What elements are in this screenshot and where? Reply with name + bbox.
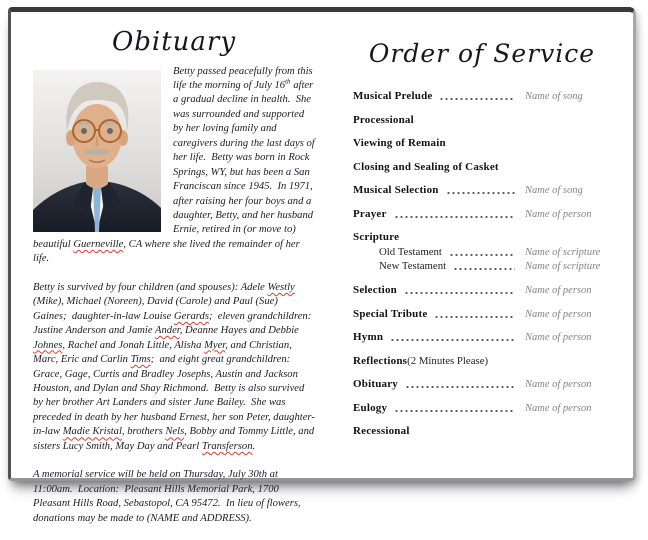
service-item-value: Name of person (525, 308, 592, 320)
text-segment: A memorial service will be held on Thursday, July 30th at 11:00am. Location: Pleasant Hills Memorial Park, 1700 Pleasant Hills Road, Sebastopol, CA 95472. In lieu of flowers, donations may be made to (NAME and ADDRESS). (33, 469, 301, 524)
text-segment: , Rachel and Jonah Little, Alisha (62, 339, 205, 351)
order-of-service-panel (353, 38, 611, 449)
text-segment: , brothers (121, 426, 166, 438)
dotted-leader (446, 191, 515, 195)
service-row-selection (353, 284, 611, 297)
text-segment: Betty is survived by four children (and spouses): Adele (33, 281, 268, 293)
text-segment: Betty passed peacefully from this life the morning of July 16 (173, 65, 313, 91)
service-item-label: Special Tribute (353, 307, 428, 320)
obituary-panel (33, 26, 315, 540)
dotted-leader (439, 97, 515, 101)
service-item-label: Processional (353, 113, 414, 126)
service-item-value: Name of song (525, 185, 583, 197)
dotted-leader (394, 409, 515, 413)
service-item-label: Prayer (353, 207, 387, 220)
service-item-label: Closing and Sealing of Casket (353, 160, 499, 173)
service-row-processional (353, 114, 611, 127)
text-segment: , Deanne Hayes and Debbie (179, 325, 299, 337)
dotted-leader (404, 291, 515, 295)
service-item-label: Hymn (353, 331, 384, 344)
misspelled-word: Westly (267, 281, 295, 293)
service-row-hymn (353, 331, 611, 344)
service-item-label: Musical Prelude (353, 90, 433, 103)
elderly-man-portrait-icon (33, 70, 161, 232)
portrait-photo (33, 70, 161, 232)
dotted-leader (390, 338, 515, 342)
service-item-value: Name of person (525, 379, 592, 391)
misspelled-word: Madie Kristal (62, 426, 122, 438)
misspelled-word: Ander (155, 325, 180, 337)
obituary-heading: Obituary (111, 27, 237, 57)
service-row-musical-prelude (353, 90, 611, 103)
service-item-value: Name of person (525, 332, 592, 344)
text-segment: , and Christian, Marc, Eric and Carlin (33, 339, 292, 366)
misspelled-word: Guerneville (73, 238, 124, 250)
service-row-musical-selection (353, 184, 611, 197)
service-row-scripture (353, 231, 611, 244)
service-item-label: Eulogy (353, 401, 388, 414)
misspelled-word: Myer (204, 339, 226, 351)
service-subrow-old-testament (353, 246, 611, 259)
service-row-recessional (353, 425, 611, 438)
text-segment: , CA where she lived the remainder of her life. (33, 238, 300, 265)
text-segment: , Bobby and Tommy Little, and sisters Lucy Smith, May Day and Pearl (33, 426, 315, 452)
order-of-service-heading: Order of Service (368, 39, 596, 68)
service-subrow-new-testament (353, 260, 611, 273)
service-item-value: Name of person (525, 285, 592, 297)
service-item-value: Name of scripture (525, 261, 601, 273)
misspelled-word: Tims (130, 354, 151, 366)
service-row-closing-and-sealing (353, 161, 611, 174)
text-segment: ; eleven grandchildren: Justine Anderson and Jamie (33, 310, 312, 337)
service-item-label: Viewing of Remain (353, 137, 446, 150)
service-row-reflections (353, 355, 611, 368)
misspelled-word: Gerards (174, 310, 209, 322)
misspelled-word: Johnes (33, 339, 63, 351)
text-segment: . (252, 440, 256, 452)
service-row-obituary (353, 378, 611, 391)
obituary-paragraph-3 (33, 468, 315, 526)
service-item-note: (2 Minutes Please) (407, 354, 489, 367)
service-row-eulogy (353, 402, 611, 415)
service-item-label: Scripture (353, 231, 400, 244)
program-page-spread (8, 7, 636, 524)
service-row-special-tribute (353, 308, 611, 321)
text-segment: ; and eight great grandchildren: Grace, Gage, Curtis and Bradley Josephs, Austin and Jackson Houston, and Dylan and Shay Richmond. Betty is also survived by her brother Art Landers and sister June Bailey. She was preceded in death by her husband Ernest, her son Peter, daughter-in-law (33, 354, 315, 438)
service-item-label: Reflections (353, 354, 408, 367)
dotted-leader (449, 253, 515, 257)
misspelled-word: Nels (165, 426, 185, 438)
text-segment: th (285, 77, 291, 86)
service-item-label: Selection (353, 284, 397, 297)
service-row-viewing-of-remain (353, 137, 611, 150)
service-subitem-label: New Testament (379, 260, 447, 273)
service-item-label: Musical Selection (353, 184, 439, 197)
dotted-leader (434, 315, 515, 319)
dotted-leader (405, 385, 515, 389)
service-item-value: Name of scripture (525, 247, 601, 259)
service-row-prayer (353, 208, 611, 221)
obituary-paragraph-2 (33, 281, 315, 454)
service-item-label: Recessional (353, 425, 410, 438)
service-item-value: Name of song (525, 91, 583, 103)
dotted-leader (453, 267, 515, 271)
service-subitem-label: Old Testament (379, 246, 442, 259)
text-segment: after a gradual decline in health. She was surrounded and supported by her loving family and caregivers during the last days of her life. Betty was born in Rock Springs, WY, but has been a San Franciscan since 1945. In 1971, after raising her four boys and a daughter, Betty, and her husband Ernie, retired in (or move to) beautiful (33, 79, 315, 250)
dotted-leader (394, 215, 515, 219)
service-item-label: Obituary (353, 378, 398, 391)
text-segment: (Mike), Michael (Noreen), David (Carole) and Paul (Sue) Gaines; daughter-in-law Louise (33, 296, 278, 322)
service-item-value: Name of person (525, 402, 592, 414)
service-item-value: Name of person (525, 208, 592, 220)
misspelled-word: Transferson (201, 440, 253, 452)
